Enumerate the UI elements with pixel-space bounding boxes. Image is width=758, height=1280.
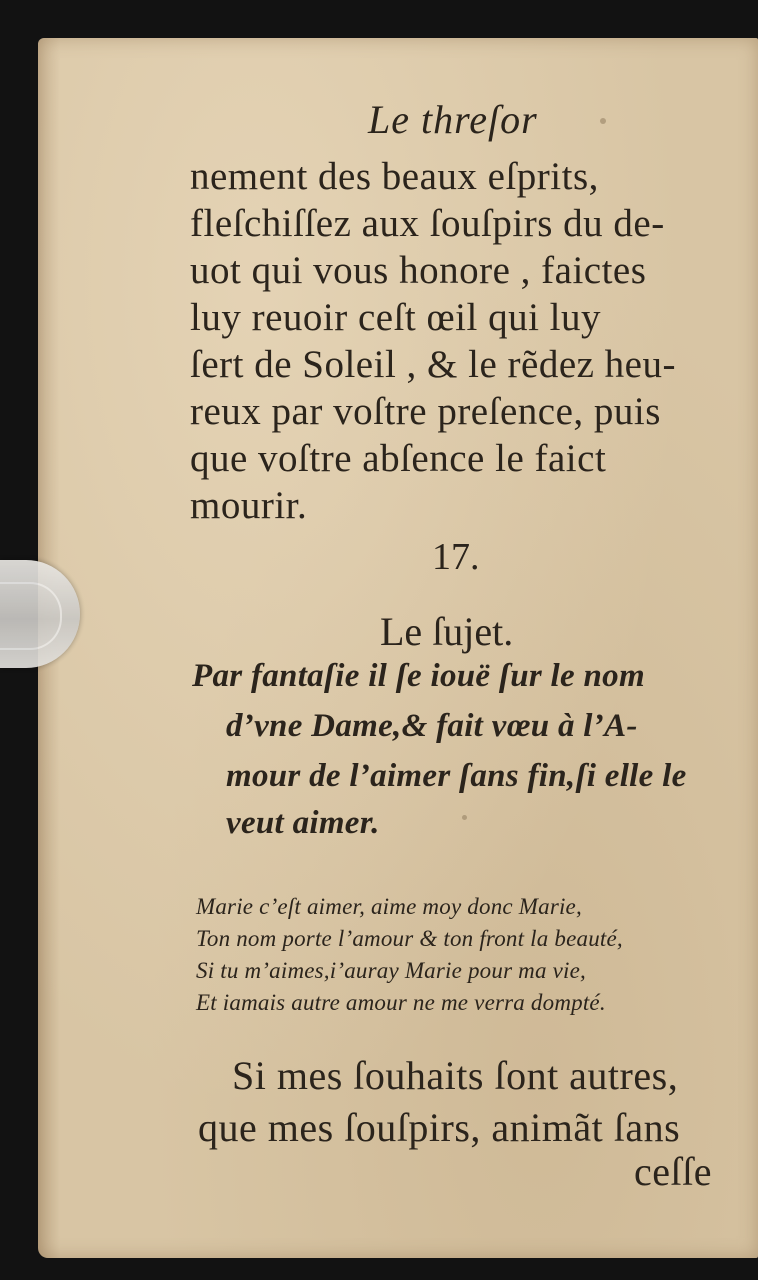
prose-line: reux par voſtre preſence, puis bbox=[190, 390, 661, 433]
section-number: 17. bbox=[432, 536, 480, 578]
subject-heading: Le ſujet. bbox=[380, 609, 514, 654]
prose-line: ſert de Soleil , & le rẽdez heu- bbox=[190, 343, 676, 386]
prose-line: que voſtre abſence le faict bbox=[190, 437, 607, 480]
argument-line: Par fantaſie il ſe iouë ſur le nom bbox=[192, 658, 645, 694]
prose-line: nement des beaux eſprits, bbox=[190, 155, 599, 198]
prose-line: luy reuoir ceſt œil qui luy bbox=[190, 296, 602, 339]
paper-blemish bbox=[462, 815, 467, 820]
catchword: ceſſe bbox=[634, 1149, 712, 1194]
poem-line: Si tu m’aimes,i’auray Marie pour ma vie, bbox=[196, 958, 586, 983]
poem-line: Et iamais autre amour ne me verra dompté. bbox=[196, 990, 606, 1015]
prose-line: uot qui vous honore , faictes bbox=[190, 249, 647, 292]
argument-line: mour de l’aimer ſans fin,ſi elle le bbox=[226, 758, 687, 794]
poem-line: Ton nom porte l’amour & ton front la beauté, bbox=[196, 926, 623, 951]
prose-line: que mes ſouſpirs, animãt ſans bbox=[198, 1105, 681, 1150]
argument-line: d’vne Dame,& fait vœu à l’A- bbox=[226, 708, 638, 744]
argument-line: veut aimer. bbox=[226, 805, 380, 841]
prose-line: fleſchiſſez aux ſouſpirs du de- bbox=[190, 202, 665, 245]
poem-line: Marie c’eſt aimer, aime moy donc Marie, bbox=[196, 894, 582, 919]
paper-blemish bbox=[600, 118, 606, 124]
prose-line: mourir. bbox=[190, 484, 308, 527]
prose-line: Si mes ſouhaits ſont autres, bbox=[232, 1053, 679, 1098]
running-head: Le threſor bbox=[368, 97, 538, 142]
